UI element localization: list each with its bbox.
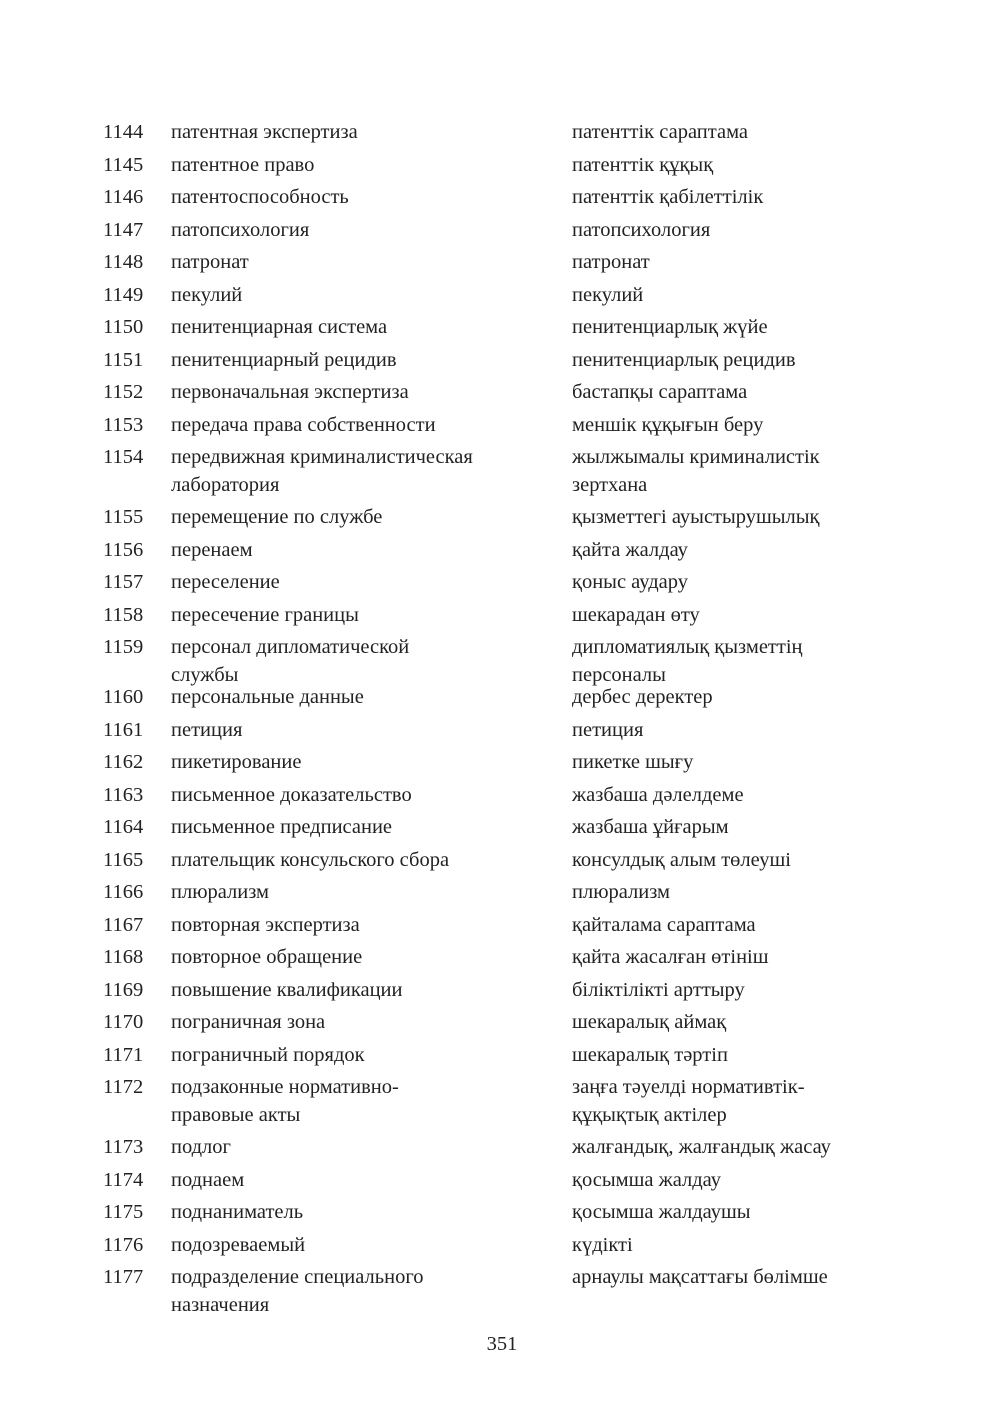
glossary-entry [103, 633, 903, 686]
glossary-entry [103, 536, 903, 569]
entry-number: 1152 [103, 381, 144, 403]
glossary-entry [103, 1133, 903, 1166]
kazakh-term: петиция [572, 718, 644, 741]
glossary-entry [103, 911, 903, 944]
kazakh-term: заңға тәуелді нормативтік-құқықтық актілер [572, 1076, 805, 1126]
entry-number: 1164 [103, 816, 144, 838]
entry-number: 1175 [103, 1201, 144, 1223]
glossary-entry [103, 346, 903, 379]
entry-number: 1147 [103, 218, 144, 241]
glossary-entry [103, 878, 903, 911]
entry-number: 1172 [103, 1076, 144, 1098]
russian-term: повторная экспертиза [171, 913, 360, 936]
kazakh-term: жазбаша ұйғарым [572, 816, 729, 838]
kazakh-term: жазбаша дәлелдеме [572, 783, 744, 806]
russian-term: пограничная зона [171, 1011, 326, 1033]
entry-number: 1167 [103, 913, 144, 936]
kazakh-term: шекаралық тәртіп [572, 1043, 728, 1066]
russian-term: плательщик консульского сбора [171, 848, 450, 871]
kazakh-term: патенттік қабілеттілік [572, 186, 764, 208]
entry-number: 1159 [103, 636, 144, 658]
entry-number: 1150 [103, 316, 144, 338]
kazakh-term: бастапқы сараптама [572, 381, 748, 403]
russian-term: передвижная криминалистическая лаборатория [171, 446, 473, 496]
kazakh-term: патенттік сараптама [572, 121, 749, 143]
russian-term: патронат [171, 251, 249, 273]
glossary-entry [103, 443, 903, 503]
russian-term: письменное доказательство [171, 783, 412, 806]
glossary-entry [103, 1198, 903, 1231]
entry-number: 1157 [103, 571, 144, 593]
kazakh-term: дербес деректер [572, 686, 713, 708]
entry-number: 1151 [103, 348, 144, 371]
glossary-entry [103, 943, 903, 976]
russian-term: петиция [171, 718, 243, 741]
russian-term: персональные данные [171, 686, 364, 708]
kazakh-term: пикетке шығу [572, 751, 694, 773]
glossary-entry [103, 118, 903, 151]
russian-term: патентное право [171, 153, 315, 176]
glossary-entry [103, 151, 903, 184]
glossary-entry [103, 781, 903, 814]
russian-term: перенаем [171, 538, 253, 561]
entry-number: 1148 [103, 251, 144, 273]
kazakh-term: қосымша жалдаушы [572, 1201, 751, 1223]
kazakh-term: меншік құқығын беру [572, 413, 764, 436]
kazakh-term: шекарадан өту [572, 603, 700, 626]
glossary-entry [103, 1166, 903, 1199]
russian-term: повышение квалификации [171, 978, 403, 1001]
russian-term: патентоспособность [171, 186, 349, 208]
russian-term: передача права собственности [171, 413, 436, 436]
russian-term: пенитенциарный рецидив [171, 348, 397, 371]
entry-number: 1166 [103, 881, 144, 903]
entry-number: 1153 [103, 413, 144, 436]
russian-term: подозреваемый [171, 1233, 306, 1256]
russian-term: плюрализм [171, 881, 270, 903]
kazakh-term: пекулий [572, 283, 644, 306]
russian-term: перемещение по службе [171, 506, 383, 528]
kazakh-term: шекаралық аймақ [572, 1011, 727, 1033]
glossary-entry [103, 813, 903, 846]
glossary-entry [103, 716, 903, 749]
entry-number: 1161 [103, 718, 144, 741]
glossary-entry [103, 503, 903, 536]
glossary-entry [103, 1263, 903, 1323]
entry-number: 1168 [103, 946, 144, 968]
russian-term: первоначальная экспертиза [171, 381, 409, 403]
kazakh-term: патенттік құқық [572, 153, 714, 176]
russian-term: переселение [171, 571, 280, 593]
glossary-entries [103, 118, 903, 1323]
kazakh-term: арнаулы мақсаттағы бөлімше [572, 1266, 828, 1288]
entry-number: 1163 [103, 783, 144, 806]
glossary-entry [103, 1041, 903, 1074]
glossary-entry [103, 248, 903, 281]
kazakh-term: қайта жалдау [572, 538, 688, 561]
russian-term: поднаниматель [171, 1201, 304, 1223]
kazakh-term: дипломатиялық қызметтің персоналы [572, 636, 803, 686]
glossary-entry [103, 1231, 903, 1264]
entry-number: 1173 [103, 1136, 144, 1158]
page-number: 351 [486, 1333, 518, 1355]
kazakh-term: консулдық алым төлеуші [572, 848, 791, 871]
russian-term: патентная экспертиза [171, 121, 358, 143]
entry-number: 1174 [103, 1168, 144, 1191]
russian-term: пекулий [171, 283, 243, 306]
glossary-entry [103, 411, 903, 444]
glossary-entry [103, 281, 903, 314]
kazakh-term: пенитенциарлық рецидив [572, 348, 796, 371]
kazakh-term: патронат [572, 251, 650, 273]
entry-number: 1158 [103, 603, 144, 626]
entry-number: 1160 [103, 686, 144, 708]
russian-term: пограничный порядок [171, 1043, 365, 1066]
glossary-entry [103, 568, 903, 601]
entry-number: 1144 [103, 121, 144, 143]
glossary-entry [103, 683, 903, 716]
kazakh-term: пенитенциарлық жүйе [572, 316, 768, 338]
kazakh-term: плюрализм [572, 881, 671, 903]
kazakh-term: қайта жасалған өтініш [572, 946, 769, 968]
entry-number: 1176 [103, 1233, 144, 1256]
russian-term: письменное предписание [171, 816, 393, 838]
glossary-entry [103, 846, 903, 879]
russian-term: поднаем [171, 1168, 245, 1191]
glossary-entry [103, 976, 903, 1009]
russian-term: повторное обращение [171, 946, 363, 968]
entry-number: 1146 [103, 186, 144, 208]
glossary-entry [103, 313, 903, 346]
russian-term: пикетирование [171, 751, 302, 773]
glossary-entry [103, 748, 903, 781]
entry-number: 1145 [103, 153, 144, 176]
entry-number: 1156 [103, 538, 144, 561]
entry-number: 1170 [103, 1011, 144, 1033]
kazakh-term: біліктілікті арттыру [572, 978, 745, 1001]
kazakh-term: қызметтегі ауыстырушылық [572, 506, 820, 528]
entry-number: 1162 [103, 751, 144, 773]
kazakh-term: патопсихология [572, 218, 711, 241]
kazakh-term: жалғандық, жалғандық жасау [572, 1136, 831, 1158]
entry-number: 1171 [103, 1043, 144, 1066]
kazakh-term: қоныс аудару [572, 571, 688, 593]
russian-term: патопсихология [171, 218, 310, 241]
russian-term: пенитенциарная система [171, 316, 388, 338]
russian-term: подзаконные нормативно-правовые акты [171, 1076, 399, 1126]
entry-number: 1155 [103, 506, 144, 528]
glossary-entry [103, 1073, 903, 1133]
glossary-entry [103, 378, 903, 411]
russian-term: подлог [171, 1136, 231, 1158]
glossary-entry [103, 601, 903, 634]
entry-number: 1149 [103, 283, 144, 306]
russian-term: пересечение границы [171, 603, 359, 626]
entry-number: 1169 [103, 978, 144, 1001]
kazakh-term: қайталама сараптама [572, 913, 756, 936]
glossary-entry [103, 183, 903, 216]
entry-number: 1165 [103, 848, 144, 871]
kazakh-term: жылжымалы криминалистік зертхана [572, 446, 820, 496]
glossary-entry [103, 216, 903, 249]
russian-term: персонал дипломатической службы [171, 636, 410, 686]
entry-number: 1177 [103, 1266, 144, 1288]
kazakh-term: күдікті [572, 1233, 633, 1256]
russian-term: подразделение специального назначения [171, 1266, 424, 1316]
entry-number: 1154 [103, 446, 144, 468]
kazakh-term: қосымша жалдау [572, 1168, 721, 1191]
glossary-entry [103, 1008, 903, 1041]
